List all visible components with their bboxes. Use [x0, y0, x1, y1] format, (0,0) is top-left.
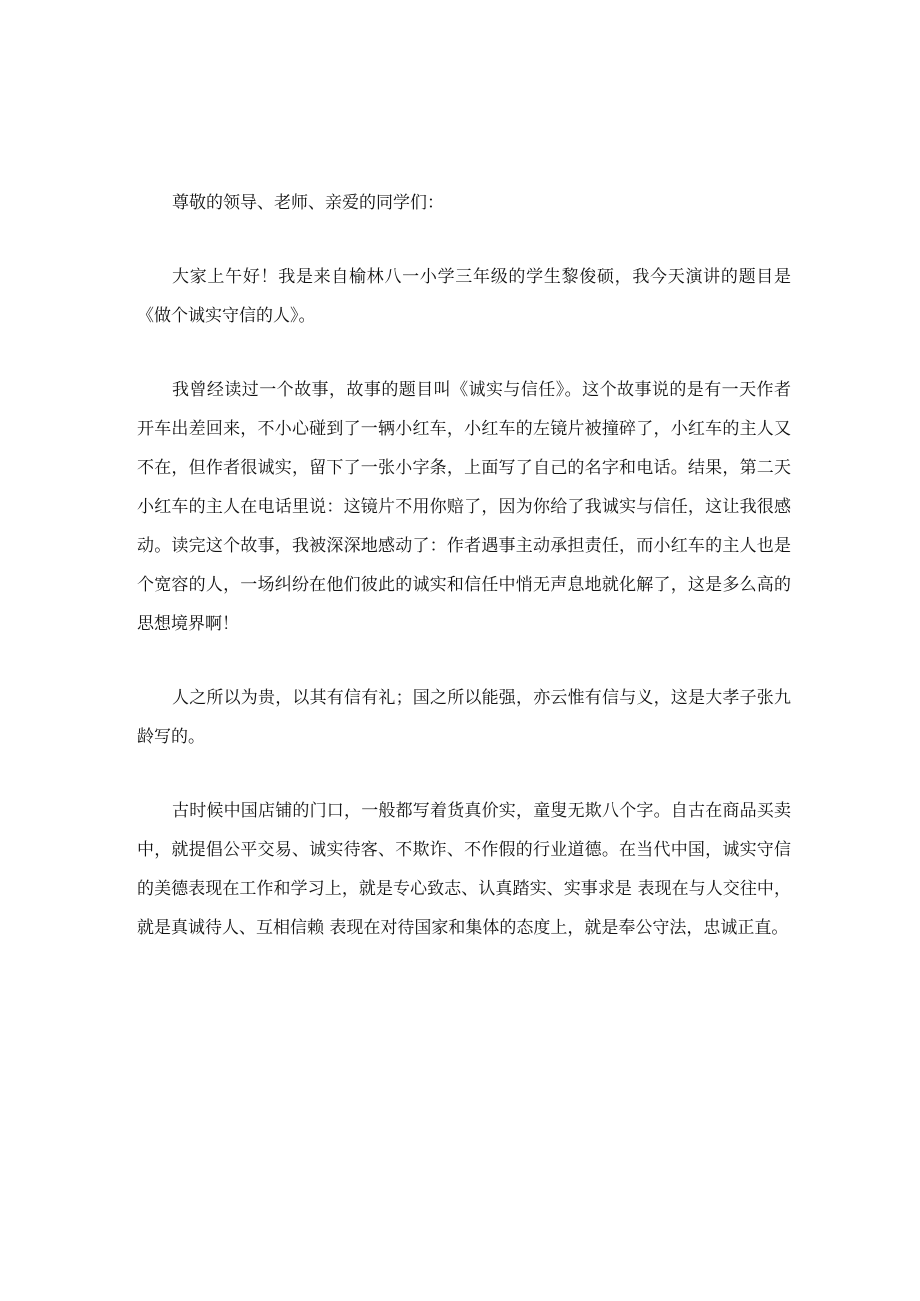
salutation: 尊敬的领导、老师、亲爱的同学们： [172, 193, 444, 213]
paragraph-quote: 人之所以为贵，以其有信有礼；国之所以能强，亦云惟有信与义，这是大孝子张九龄写的。 [137, 688, 791, 747]
paragraph-tradition: 古时候中国店铺的门口，一般都写着货真价实，童叟无欺八个字。自古在商品买卖中，就提倡公平交易、诚实待客、不欺诈、不作假的行业道德。在当代中国，诚实守信的美德表现在工作和学习上，就是专心致志、认真踏实、实事求是 表现在与人交往中，就是真诚待人、互相信赖 表现在对待国家和集体的态度上，就是奉公守法，忠诚正直。 [137, 801, 791, 938]
paragraph-story: 我曾经读过一个故事，故事的题目叫《诚实与信任》。这个故事说的是有一天作者开车出差回来，不小心碰到了一辆小红车，小红车的左镜片被撞碎了，小红车的主人又不在，但作者很诚实，留下了一张小字条，上面写了自己的名字和电话。结果，第二天小红车的主人在电话里说：这镜片不用你赔了，因为你给了我诚实与信任，这让我很感动。读完这个故事，我被深深地感动了：作者遇事主动承担责任，而小红车的主人也是个宽容的人，一场纠纷在他们彼此的诚实和信任中悄无声息地就化解了，这是多么高的思想境界啊！ [137, 380, 791, 634]
document-body [137, 184, 791, 983]
paragraph-greeting: 大家上午好！我是来自榆林八一小学三年级的学生黎俊硕，我今天演讲的题目是《做个诚实守信的人》。 [137, 267, 791, 326]
